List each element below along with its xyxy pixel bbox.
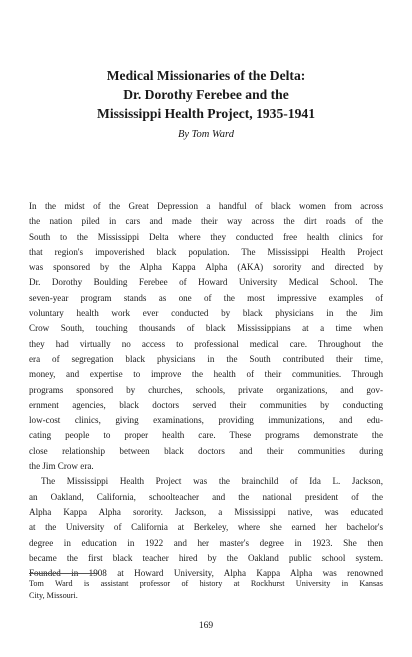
text-line: an Oakland, California, schoolteacher and the national president of the	[29, 491, 383, 502]
article-body	[29, 199, 383, 581]
text-line: In the midst of the Great Depression a handful of black women from across	[29, 201, 383, 211]
text-line: became the first black teacher hired by the Oakland public school system.	[29, 552, 383, 563]
text-line: cating people to proper health care. These programs demonstrate the	[29, 430, 383, 441]
footnote-line: Tom Ward is assistant professor of history at Rockhurst University in Kansas	[29, 579, 383, 588]
page-number: 169	[198, 621, 214, 631]
text-line: Founded in 1908 at Howard University, Alpha Kappa Alpha was renowned	[29, 568, 383, 579]
paragraph-1	[29, 199, 383, 474]
text-line: ernment agencies, black doctors served their communities by conducting	[29, 399, 383, 410]
text-line: that region's impoverished black population. The Mississippi Health Project	[29, 246, 383, 257]
text-line: was sponsored by the Alpha Kappa Alpha (AKA) sorority and directed by	[29, 262, 383, 273]
author-byline: By Tom Ward	[177, 129, 234, 140]
text-line: the nation piled in cars and made their way across the dirt roads of the	[29, 216, 383, 227]
text-line: close relationship between black doctors and their communities during	[29, 445, 383, 456]
text-line: Dr. Dorothy Boulding Ferebee of Howard University Medical School. The	[29, 277, 383, 288]
text-line: era of segregation black physicians in the South contributed their time,	[29, 353, 383, 364]
text-line: Alpha Kappa Alpha sorority. Jackson, a Mississippi native, was educated	[29, 506, 383, 517]
text-line: low-cost clinics, giving examinations, providing immunizations, and edu-	[29, 415, 383, 426]
footnote-divider	[29, 573, 99, 574]
text-line: programs sponsored by churches, schools, private organizations, and gov-	[29, 384, 383, 395]
text-line: at the University of California at Berkeley, where she earned her bachelor's	[29, 522, 383, 533]
text-line: money, and expertise to improve the health of their communities. Through	[29, 369, 383, 380]
footnote-line: City, Missouri.	[29, 591, 78, 600]
title-line: Dr. Dorothy Ferebee and the	[123, 87, 289, 102]
text-line: The Mississippi Health Project was the brainchild of Ida L. Jackson,	[41, 476, 383, 487]
text-line: voluntary health work ever conducted by black physicians in the Jim	[29, 308, 383, 319]
text-line: the Jim Crow era.	[29, 461, 94, 472]
article-title	[30, 66, 382, 123]
text-line: Crow South, touching thousands of black Mississippians at a time when	[29, 323, 383, 334]
paragraph-2	[29, 474, 383, 581]
author-footnote	[29, 578, 383, 602]
text-line: degree in education in 1922 and her master's degree in 1923. She then	[29, 537, 383, 548]
text-line: they had virtually no access to professional medical care. Throughout the	[29, 338, 383, 349]
text-line: South to the Mississippi Delta where they conducted free health clinics for	[29, 231, 383, 242]
text-line: seven-year program stands as one of the most impressive examples of	[29, 292, 383, 303]
title-line: Mississippi Health Project, 1935-1941	[97, 106, 315, 121]
title-line: Medical Missionaries of the Delta:	[106, 68, 306, 83]
